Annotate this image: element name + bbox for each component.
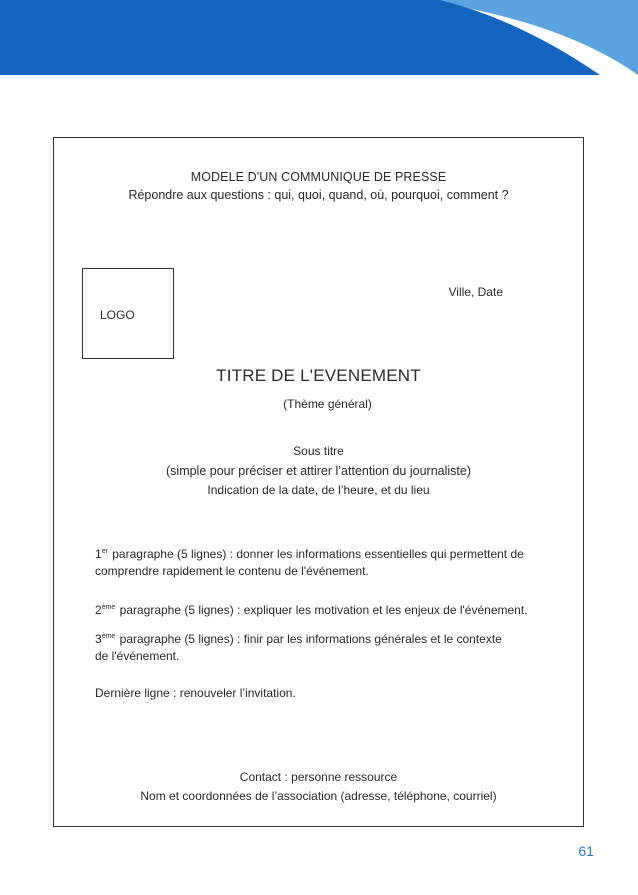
paragraph-2-number: 2 — [95, 603, 102, 617]
press-release-template — [53, 137, 584, 827]
paragraph-1 — [95, 543, 524, 580]
paragraph-1-number: 1 — [95, 547, 102, 561]
paragraph-2-line1: paragraphe (5 lignes) : expliquer les motivation et les enjeux de l'événement. — [116, 603, 528, 617]
paragraph-3-line2: de l'événement. — [95, 649, 180, 663]
paragraph-3-number: 3 — [95, 632, 102, 646]
paragraph-3-line1: paragraphe (5 lignes) : finir par les informations générales et le contexte — [116, 632, 502, 646]
logo-label: LOGO — [100, 308, 135, 322]
city-date: Ville, Date — [448, 285, 503, 299]
association-coordinates: Nom et coordonnées de l’association (adresse, téléphone, courriel) — [140, 789, 497, 803]
contact-line: Contact : personne ressource — [239, 770, 398, 784]
paragraph-1-line2: comprendre rapidement le contenu de l'événement. — [95, 564, 369, 578]
event-theme: (Thème général) — [283, 397, 372, 411]
event-subtitle-note: (simple pour préciser et attirer l’attention du journaliste) — [166, 464, 471, 478]
template-subtitle: Répondre aux questions : qui, quoi, quand, où, pourquoi, comment ? — [128, 188, 509, 202]
last-line: Dernière ligne : renouveler l’invitation. — [95, 686, 296, 700]
paragraph-3-ordinal: ème — [101, 633, 116, 640]
event-title: TITRE DE L'EVENEMENT — [216, 366, 421, 385]
paragraph-1-line1: paragraphe (5 lignes) : donner les informations essentielles qui permettent de — [108, 547, 524, 561]
event-indication: Indication de la date, de l’heure, et du lieu — [207, 483, 430, 497]
template-title: MODELE D'UN COMMUNIQUE DE PRESSE — [190, 170, 447, 184]
header-band — [0, 0, 638, 75]
paragraph-1-ordinal: er — [101, 548, 108, 555]
event-subtitle: Sous titre — [293, 444, 344, 458]
paragraph-2 — [95, 599, 528, 619]
page-number: 61 — [578, 843, 594, 859]
paragraph-2-ordinal: ème — [101, 604, 116, 611]
paragraph-3 — [95, 628, 502, 665]
